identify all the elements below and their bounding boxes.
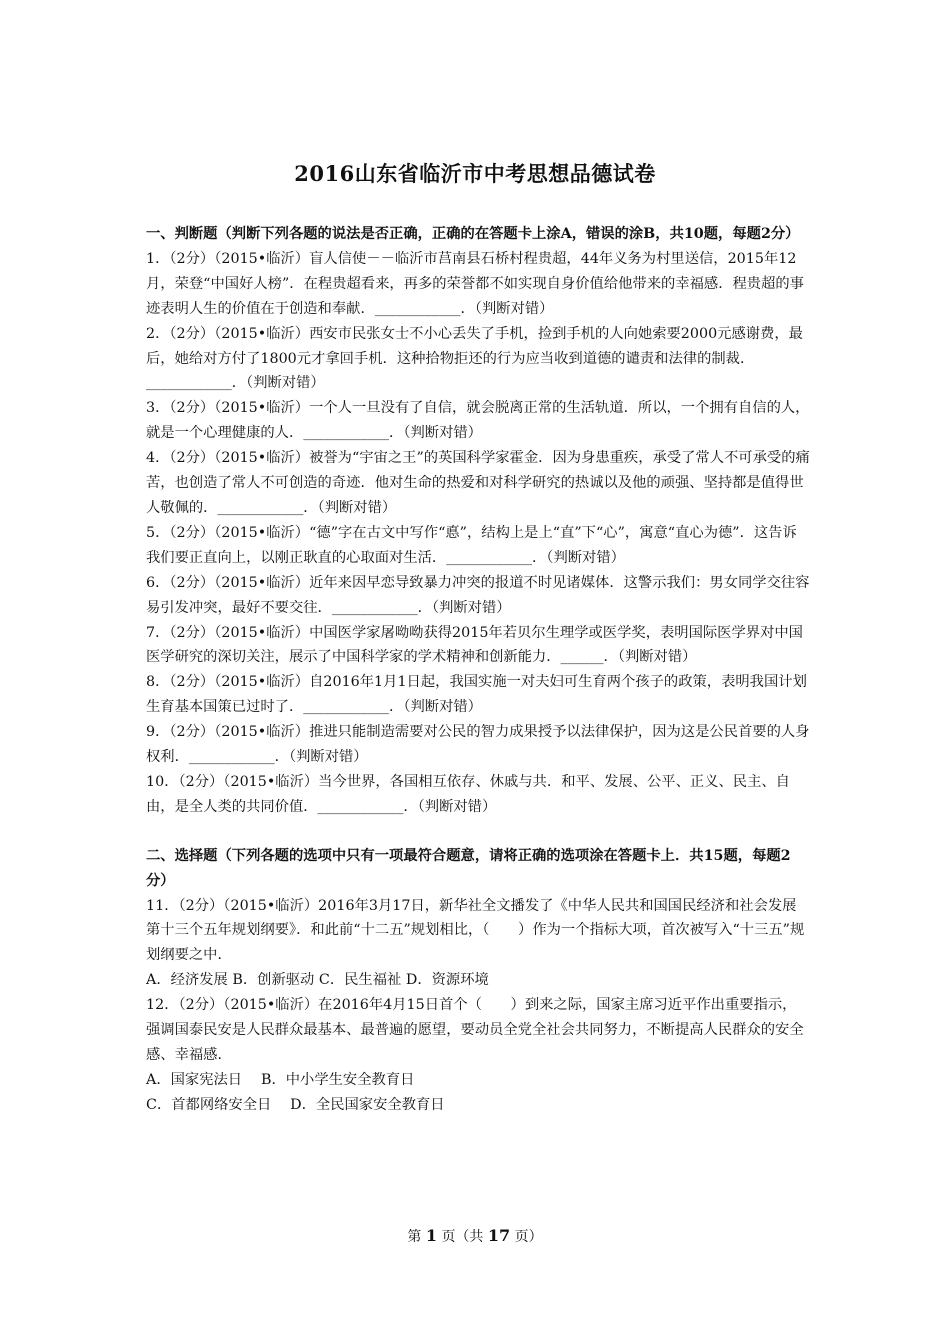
question-12-options-row2: C．首都网络安全日 D．全民国家安全教育日 — [146, 1096, 445, 1113]
footer-prefix: 第 — [407, 1229, 422, 1245]
section-gap — [146, 820, 810, 844]
page-title: 2016山东省临沂市中考思想品德试卷 — [294, 161, 656, 186]
page-footer — [0, 1226, 950, 1246]
question-11-options: A．经济发展 B．创新驱动 C．民生福祉 D．资源环境 — [146, 972, 489, 989]
question-6: 6．（2分）（2015•临沂）近年来因早恋导致暴力冲突的报道不时见诸媒体．这警示我们：男女同学交往容易引发冲突，最好不要交往．____________．（判断对错） — [146, 574, 810, 616]
question-9: 9．（2分）（2015•临沂）推进只能制造需要对公民的智力成果授予以法律保护，因为这是公民首要的人身权利．____________．（判断对错） — [146, 724, 810, 766]
question-2: 2．（2分）（2015•临沂）西安市民张女士不小心丢失了手机，捡到手机的人向她索要2000元感谢费，最后，她给对方付了1800元才拿回手机．这种拾物拒还的行为应当收到道德的谴责和法律的制裁．____________．（判断对错） — [146, 325, 803, 392]
question-7: 7．（2分）（2015•临沂）中国医学家屠呦呦获得2015年若贝尔生理学或医学奖，表明国际医学界对中国医学研究的深切关注，展示了中国科学家的学术精神和创新能力．______．（判断对错） — [146, 624, 803, 666]
footer-middle: 页（共 — [441, 1229, 484, 1245]
question-8: 8．（2分）（2015•临沂）自2016年1月1日起，我国实施一对夫妇可生育两个孩子的政策，表明我国计划生育基本国策已过时了．____________．（判断对错） — [146, 674, 807, 716]
footer-suffix: 页） — [514, 1229, 543, 1245]
question-1: 1．（2分）（2015•临沂）盲人信使－－临沂市莒南县石桥村程贵超，44年义务为村里送信，2015年12月，荣登“中国好人榜”．在程贵超看来，再多的荣誉都不如实现自身价值给他带来的幸福感．程贵超的事迹表明人生的价值在于创造和奉献．____________．（判断对错） — [146, 250, 804, 317]
footer-total-pages: 17 — [487, 1226, 511, 1245]
question-10: 10．（2分）（2015•临沂）当今世界，各国相互依存、休戚与共．和平、发展、公平、正义、民主、自由，是全人类的共同价值．____________．（判断对错） — [146, 773, 790, 815]
question-12-options-row1: A．国家宪法日 B．中小学生安全教育日 — [146, 1071, 415, 1088]
question-3: 3．（2分）（2015•临沂）一个人一旦没有了自信，就会脱离正常的生活轨道．所以，一个拥有自信的人，就是一个心理健康的人．____________．（判断对错） — [146, 400, 810, 442]
question-5: 5．（2分）（2015•临沂）“德”字在古文中写作“悳”，结构上是上“直”下“心”，寓意“直心为德”．这告诉我们要正直向上，以刚正耿直的心取面对生活．____________．（判断对错） — [146, 524, 797, 566]
section-heading-choice: 二、选择题（下列各题的选项中只有一项最符合题意，请将正确的选项涂在答题卡上．共15题，每题2分） — [146, 847, 791, 889]
question-11: 11．（2分）（2015•临沂）2016年3月17日，新华社全文播发了《中华人民共和国国民经济和社会发展第十三个五年规划纲要》．和此前“十二五”规划相比，（ ）作为一个指标大项，首次被写入“十三五”规划纲要之中． — [146, 897, 805, 964]
exam-content — [146, 222, 810, 1118]
section-heading-judgement: 一、判断题（判断下列各题的说法是否正确，正确的在答题卡上涂A，错误的涂B，共10题，每题2分） — [146, 226, 800, 242]
footer-page-number: 1 — [425, 1226, 437, 1245]
question-12: 12．（2分）（2015•临沂）在2016年4月15日首个（ ）到来之际，国家主席习近平作出重要指示，强调国泰民安是人民群众最基本、最普遍的愿望，要动员全党全社会共同努力，不断提高人民群众的安全感、幸福感． — [146, 997, 804, 1063]
question-4: 4．（2分）（2015•临沂）被誉为“宇宙之王”的英国科学家霍金．因为身患重疾，承受了常人不可承受的痛苦，也创造了常人不可创造的奇迹．他对生命的热爱和对科学研究的热诚以及他的顽强、坚持都是值得世人敬佩的．____________．（判断对错） — [146, 450, 810, 516]
